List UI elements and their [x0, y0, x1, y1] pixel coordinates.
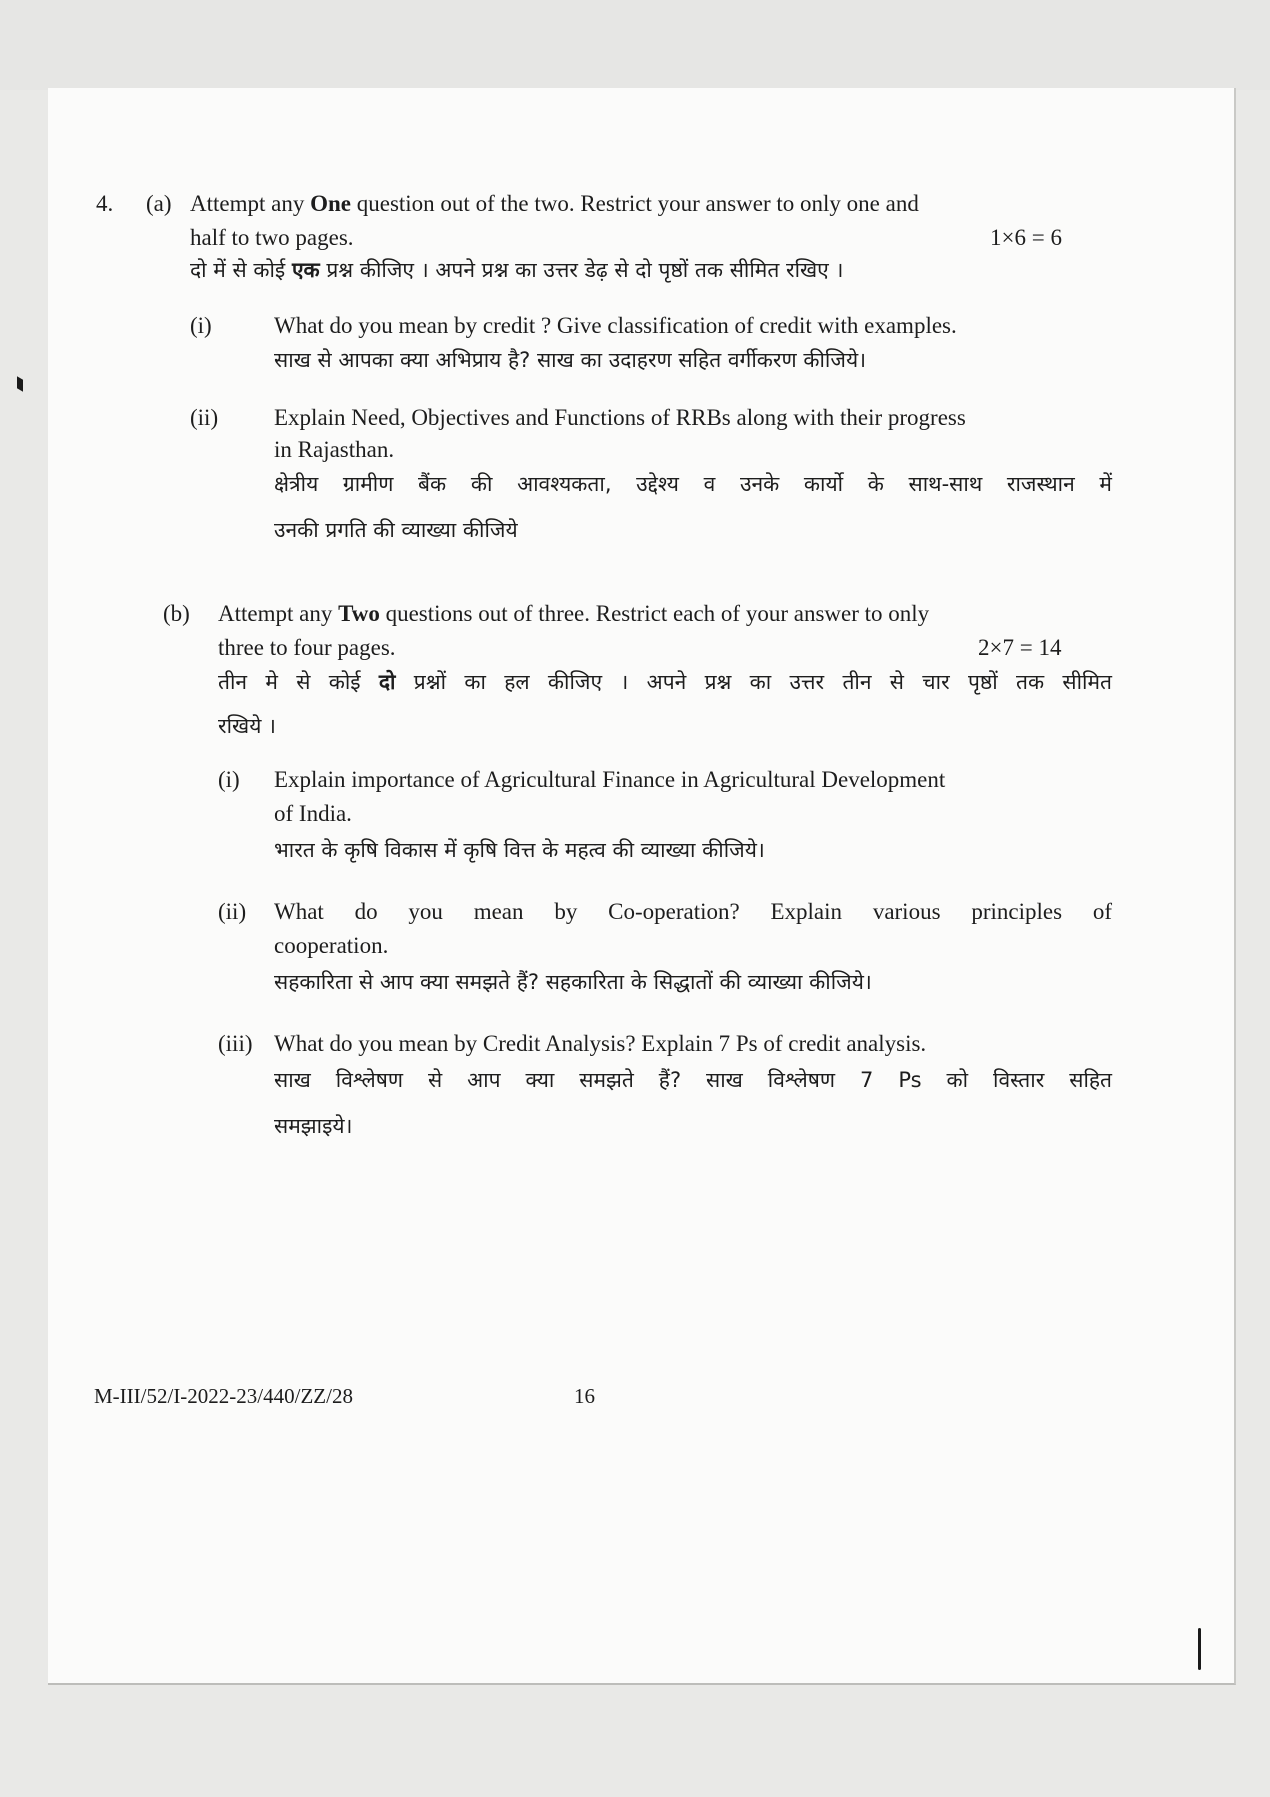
paper-code: M-III/52/I-2022-23/440/ZZ/28 [94, 1384, 353, 1408]
question-b-iii-hindi: साख विश्लेषण से आप क्या समझते हैं? साख विश्लेषण 7 Ps को विस्तार सहित [274, 1068, 1112, 1092]
question-b-iii-text: What do you mean by Credit Analysis? Explain 7 Ps of credit analysis. [274, 1031, 927, 1056]
question-number: 4. [96, 191, 114, 216]
question-a-ii-hindi: क्षेत्रीय ग्रामीण बैंक की आवश्यकता, उद्देश्य व उनके कार्यो के साथ-साथ राजस्थान में [274, 472, 1112, 496]
part-a-label: (a) [146, 191, 172, 216]
question-a-ii-text: Explain Need, Objectives and Functions of RRBs along with their progress [274, 405, 966, 430]
question-b-iii-hindi-line2: समझाइये। [274, 1114, 353, 1138]
question-b-ii-hindi: सहकारिता से आप क्या समझते हैं? सहकारिता के सिद्धातों की व्याख्या कीजिये। [274, 970, 872, 994]
question-b-ii-text-line2: cooperation. [274, 933, 389, 958]
question-b-i-text-line2: of India. [274, 801, 352, 826]
exam-page [48, 88, 1236, 1685]
question-b-iii-number: (iii) [218, 1031, 253, 1056]
part-a-instruction-hindi: दो में से कोई एक प्रश्न कीजिए । अपने प्रश्न का उत्तर डेढ़ से दो पृष्ठों तक सीमित रखिए । [190, 258, 844, 282]
scan-mark-left [17, 376, 23, 391]
part-b-marks: 2×7 = 14 [978, 635, 1062, 660]
part-b-instruction-line2: three to four pages. [218, 635, 396, 660]
question-a-ii-hindi-line2: उनकी प्रगति की व्याख्या कीजिये [274, 518, 518, 542]
question-b-i-number: (i) [218, 767, 240, 792]
question-a-ii-text-line2: in Rajasthan. [274, 437, 395, 462]
question-b-i-text: Explain importance of Agricultural Finance in Agricultural Development [274, 767, 946, 792]
part-b-instruction-hindi: तीन मे से कोई दो प्रश्नों का हल कीजिए । अपने प्रश्न का उत्तर तीन से चार पृष्ठों तक सीमित [218, 670, 1112, 694]
question-a-i-number: (i) [190, 313, 212, 338]
question-b-ii-text: What do you mean by Co-operation? Explain various principles of [274, 899, 1112, 924]
question-a-ii-number: (ii) [190, 405, 219, 430]
part-a-marks: 1×6 = 6 [990, 225, 1062, 250]
scan-mark [1198, 1628, 1201, 1670]
scan-margin-top [0, 0, 1270, 90]
part-b-instruction: Attempt any Two questions out of three. Restrict each of your answer to only [218, 601, 930, 626]
part-b-instruction-hindi-line2: रखिये । [218, 714, 277, 738]
page-number: 16 [574, 1384, 595, 1408]
part-a-instruction-line2: half to two pages. [190, 225, 354, 250]
question-b-ii-number: (ii) [218, 899, 247, 924]
part-b-label: (b) [163, 601, 190, 626]
question-a-i-text: What do you mean by credit ? Give classification of credit with examples. [274, 313, 957, 338]
question-b-i-hindi: भारत के कृषि विकास में कृषि वित्त के महत्व की व्याख्या कीजिये। [274, 838, 765, 862]
part-a-instruction: Attempt any One question out of the two. Restrict your answer to only one and [190, 191, 919, 216]
question-a-i-hindi: साख से आपका क्या अभिप्राय है? साख का उदाहरण सहित वर्गीकरण कीजिये। [274, 348, 867, 372]
